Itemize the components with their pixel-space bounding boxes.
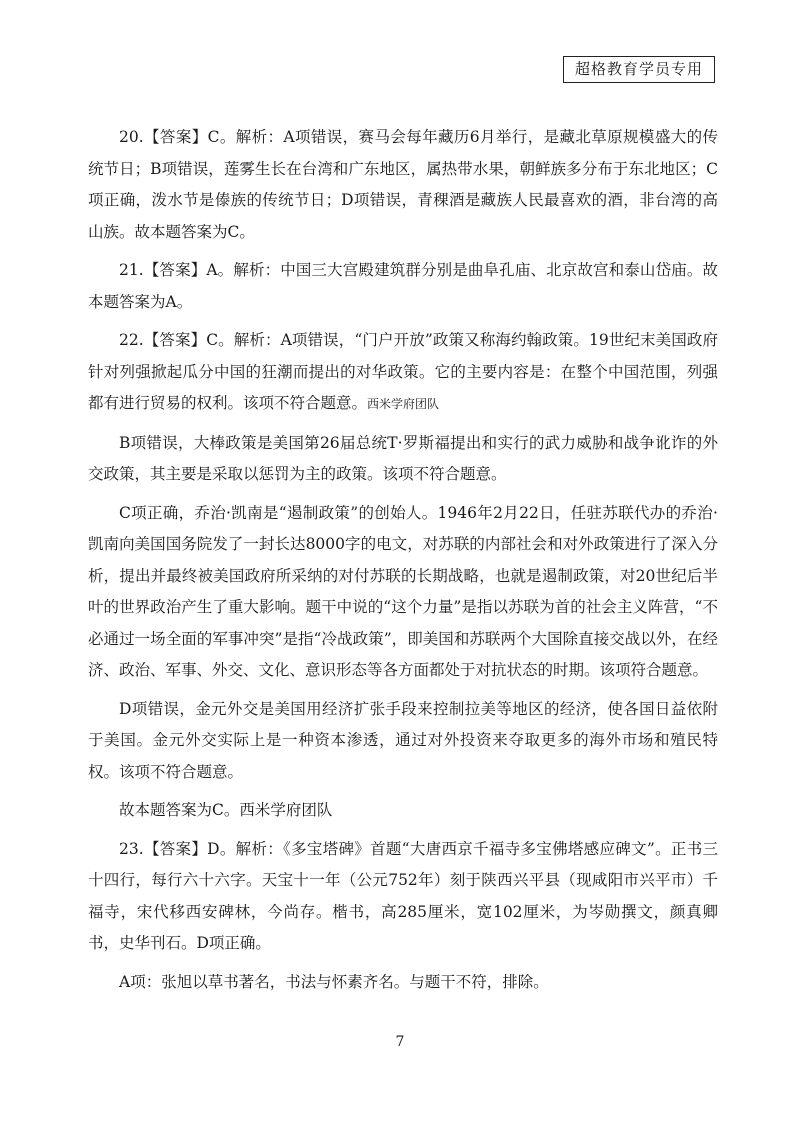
paragraph-option-d: D项错误，金元外交是美国用经济扩张手段来控制拉美等地区的经济，使各国日益依附于美国。金元外交实际上是一种资本渗透，通过对外投资来夺取更多的海外市场和殖民特权。该项不符合题意。 xyxy=(88,699,718,781)
paragraph-option-a: A项：张旭以草书著名，书法与怀素齐名。与题干不符，排除。 xyxy=(119,972,549,991)
paragraph-answer-22 xyxy=(88,325,718,421)
page-number: 7 xyxy=(395,1034,405,1050)
paragraph-text: 故本题答案为C。 xyxy=(119,801,240,819)
paragraph-answer-21: 21.【答案】A。解析：中国三大宫殿建筑群分别是曲阜孔庙、北京故宫和泰山岱庙。故本题答案为A。 xyxy=(88,261,718,311)
document-body xyxy=(88,122,718,998)
watermark-text: 西米学府团队 xyxy=(239,801,333,819)
paragraph-text: 22.【答案】C。解析：A项错误，“门户开放”政策又称海约翰政策。19世纪末美国政府针对列强掀起瓜分中国的狂潮而提出的对华政策。它的主要内容是：在整个中国范围，列强都有进行贸易的权利。该项不符合题意。 xyxy=(88,331,718,412)
paragraph-answer-20: 20.【答案】C。解析：A项错误，赛马会每年藏历6月举行，是藏北草原规模盛大的传统节日；B项错误，莲雾生长在台湾和广东地区，属热带水果，朝鲜族多分布于东北地区；C项正确，泼水节是傣族的传统节日；D项错误，青稞酒是藏族人民最喜欢的酒，非台湾的高山族。故本题答案为C。 xyxy=(88,128,718,241)
header-badge: 超格教育学员专用 xyxy=(563,56,715,83)
watermark-text: 西米学府团队 xyxy=(367,397,440,411)
paragraph-option-c: C项正确，乔治·凯南是“遏制政策”的创始人。1946年2月22日，任驻苏联代办的乔治·凯南向美国国务院发了一封长达8000字的电文，对苏联的内部社会和对外政策进行了深入分析，提出并最终被美国政府所采纳的对付苏联的长期战略，也就是遏制政策，对20世纪后半叶的世界政治产生了重大影响。题干中说的“这个力量”是指以苏联为首的社会主义阵营，“不必通过一场全面的军事冲突”是指“冷战政策”，即美国和苏联两个大国除直接交战以外，在经济、政治、军事、外交、文化、意识形态等各方面都处于对抗状态的时期。该项符合题意。 xyxy=(88,503,718,679)
paragraph-answer-23: 23.【答案】D。解析：《多宝塔碑》首题“大唐西京千福寺多宝佛塔感应碑文”。正书三十四行，每行六十六字。天宝十一年（公元752年）刻于陕西兴平县（现咸阳市兴平市）千福寺，宋代移西安碑林，今尚存。楷书，高285厘米，宽102厘米，为岑勋撰文，颜真卿书，史华刊石。D项正确。 xyxy=(88,839,718,952)
paragraph-conclusion xyxy=(88,795,718,827)
paragraph-option-b: B项错误，大棒政策是美国第26届总统T·罗斯福提出和实行的武力威胁和战争讹诈的外交政策，其主要是采取以惩罚为主的政策。该项不符合题意。 xyxy=(88,433,718,483)
